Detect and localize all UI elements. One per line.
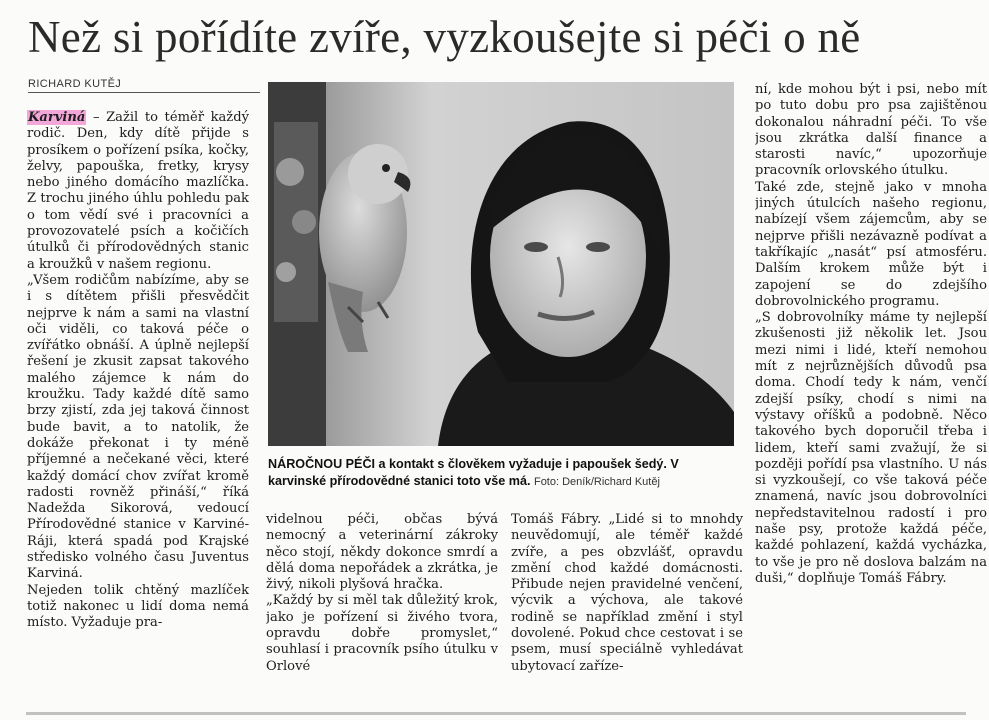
photo-woman-with-parrot	[268, 82, 734, 446]
article-column-3: Tomáš Fábry. „Lidé si to mnohdy neuvědomují, ale téměř každé zvíře, a pes obzvlášť, opravdu změní chod každé domácnosti. Přibude nejen pravidelné venčení, výcvik a výchova, ale takové rodině se například změní i styl dovolené. Pokud chce cestovat i se psem, musí speciálně vyhledávat ubytovací zaříze-	[511, 512, 743, 674]
article-photo	[268, 82, 734, 446]
caption-text: NÁROČNOU PÉČI a kontakt s člověkem vyžaduje i papoušek šedý. V karvinské přírodovědné stanici toto vše má.	[268, 457, 679, 488]
dateline: Karviná	[28, 110, 86, 125]
column-1-text: – Zažil to téměř každý rodič. Den, kdy dítě přijde s prosíkem o pořízení psíka, kočky, želvy, papouška, fretky, krysy nebo jiného domácího mazlíčka. Z trochu jiného úhlu pohledu pak o tom vědí své i pracovníci a provozovatelé psích a kočičích útulků či přírodovědných stanic a kroužků v našem regionu. „Všem rodičům nabízíme, aby se i s dítětem přišli přesvědčit nejprve k nám a sami na vlastní oči viděli, co taková péče o zvířátko obnáší. A úplně nejlepší řešení je zkusit zapsat takového malého zájemce k nám do kroužku. Tady každé dítě samo brzy zjistí, zda jej taková činnost bude bavit, a to natolik, že dokáže překonat i ty méně příjemné a nečekané věci, které každý domácí chov zvířat kromě radosti rovněž přináší,“ říká Nadežda Sikorová, vedoucí Přírodovědné stanice v Karviné-Ráji, která spadá pod Krajské středisko volného času Juventus Karviná. Nejeden tolik chtěný mazlíček totiž nakonec u lidí doma nemá místo. Vyžaduje pra-	[27, 110, 249, 631]
page-bottom-edge	[26, 712, 966, 715]
photo-credit: Foto: Deník/Richard Kutěj	[533, 476, 660, 488]
headline: Než si pořídíte zvíře, vyzkoušejte si péči o ně	[28, 12, 861, 62]
article-column-4: ní, kde mohou být i psi, nebo mít po tuto dobu pro psa zajištěnou dokonalou náhradní péči. To vše jsou zkrátka další finance a starosti navíc,“ upozorňuje pracovník orlovského útulku. Také zde, stejně jako v mnoha jiných útulcích našeho regionu, nabízejí všem zájemcům, aby se nejprve přišli nezávazně podívat a takříkajíc „nasát“ psí atmosféru. Dalším krokem může být i zapojení se do zdejšího dobrovolnického programu. „S dobrovolníky máme ty nejlepší zkušenosti již několik let. Jsou mezi nimi i lidé, kteří nemohou mít z nejrůznějších důvodů psa doma. Chodí tedy k nám, venčí zdejší psíky, chodí s nimi na výstavy oříšků a podobně. Něco takového bych doporučil třeba i lidem, kteří sami zvažují, že si později pořídí psa vlastního. U nás si vyzkoušejí, co vše taková péče znamená, navíc jsou dobrovolníci nepředstavitelnou radostí i pro naše psy, protože každá péče, každé pohlazení, každá vycházka, to vše je pro ně doslova balzám na duši,“ doplňuje Tomáš Fábry.	[755, 82, 987, 586]
article-column-2: videlnou péči, občas bývá nemocný a veterinární zákroky něco stojí, někdy dokonce smrdí a dělá doma nepořádek a zkrátka, je živý, nikoli plyšová hračka. „Každý by si měl tak důležitý krok, jako je pořízení si živého tvora, opravdu dobře promyslet,“ souhlasí i pracovník psího útulku v Orlové	[266, 512, 498, 674]
article-column-1	[27, 110, 249, 710]
photo-caption	[268, 456, 738, 491]
byline: RICHARD KUTĚJ	[28, 78, 260, 93]
